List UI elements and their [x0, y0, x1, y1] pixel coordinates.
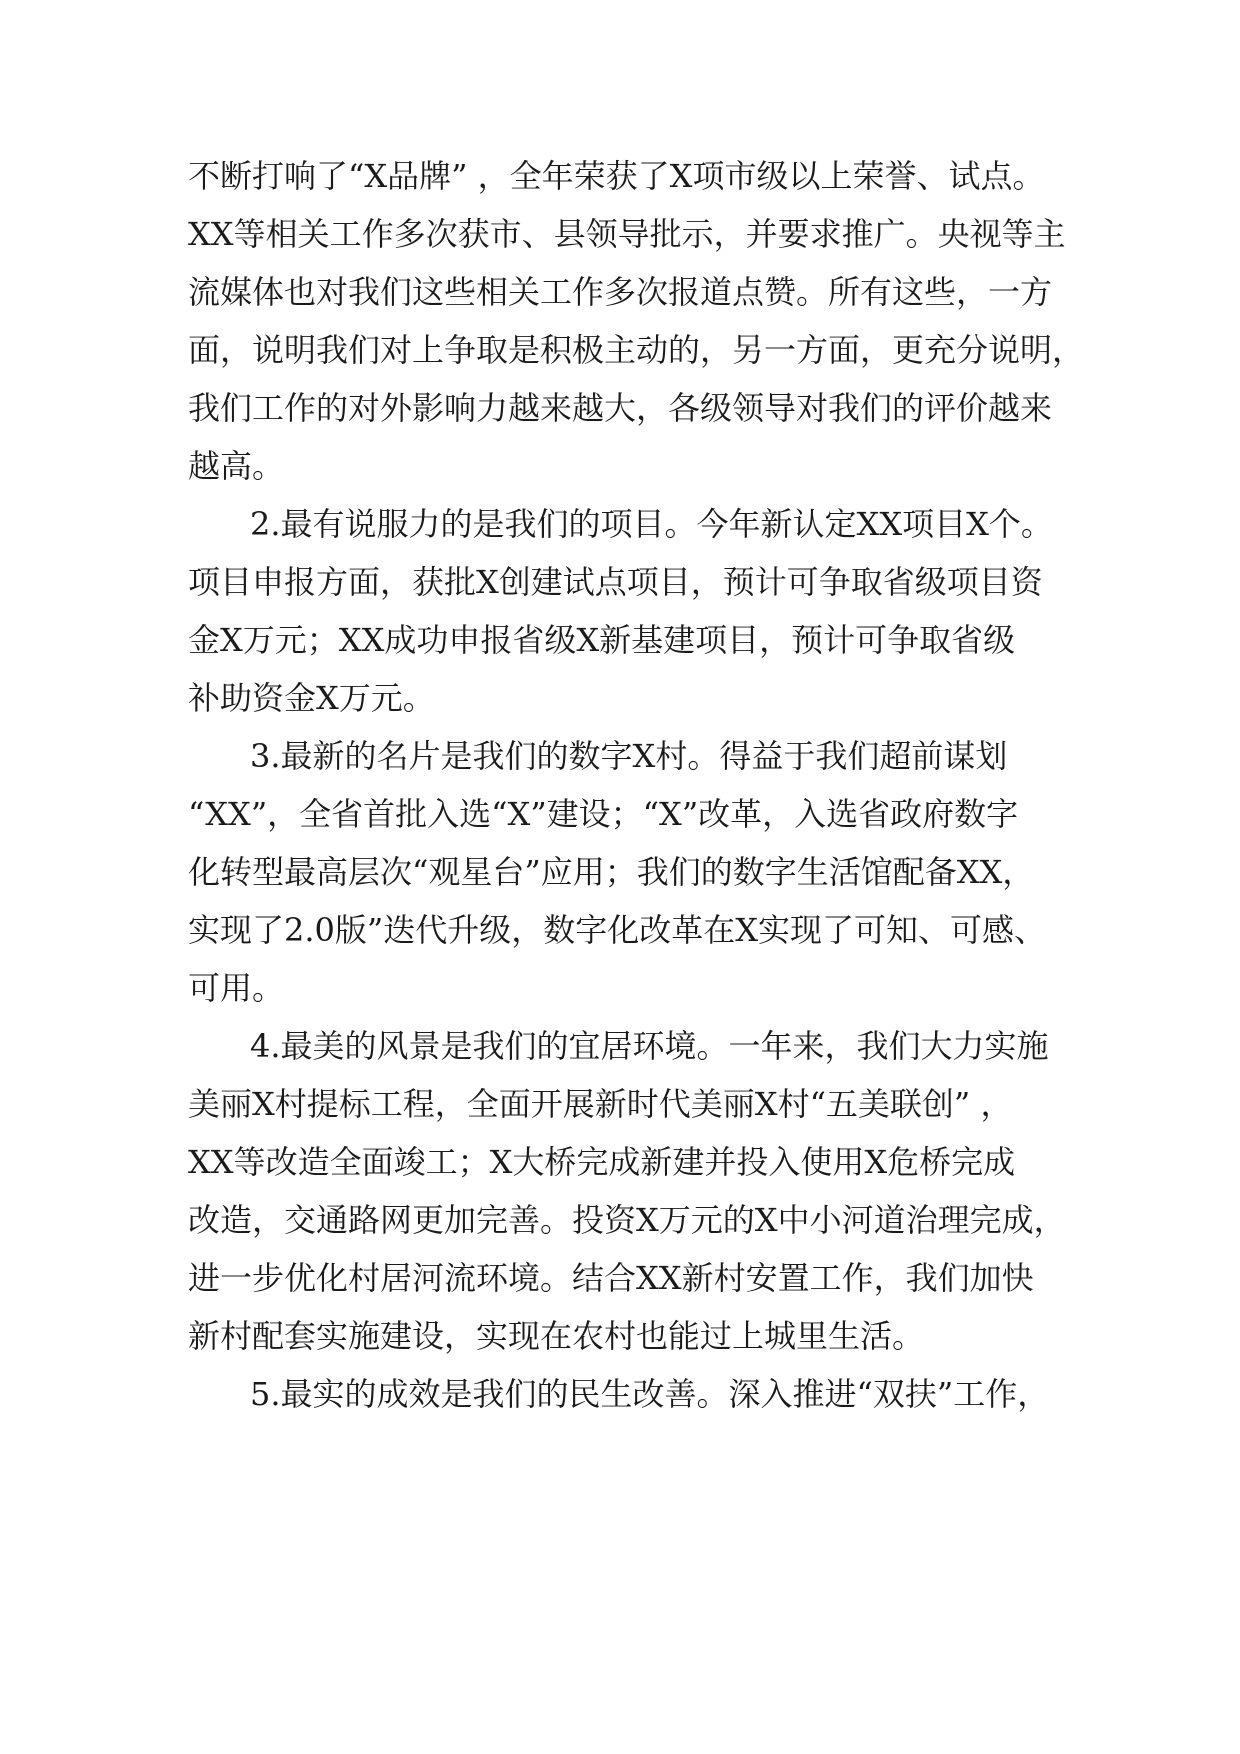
text-line: 化转型最高层次“观星台”应用；我们的数字生活馆配备XX，: [188, 853, 1035, 891]
text-line: 新村配套实施建设，实现在农村也能过上城里生活。: [188, 1317, 925, 1355]
text-line: 项目申报方面，获批X创建试点项目，预计可争取省级项目资: [188, 563, 1043, 601]
text-line: XX等相关工作多次获市、县领导批示，并要求推广。央视等主: [188, 215, 1066, 253]
text-line: 金X万元；XX成功申报省级X新基建项目，预计可争取省级: [188, 621, 1016, 659]
text-line: 进一步优化村居河流环境。结合XX新村安置工作，我们加快: [188, 1259, 1034, 1297]
text-line: 面，说明我们对上争取是积极主动的，另一方面，更充分说明，: [188, 331, 1085, 369]
text-line: 实现了2.0版”迭代升级，数字化改革在X实现了可知、可感、: [188, 911, 1047, 949]
text-line: 3.最新的名片是我们的数字X村。得益于我们超前谋划: [250, 737, 1008, 775]
text-line: 改造，交通路网更加完善。投资X万元的X中小河道治理完成，: [188, 1201, 1066, 1239]
text-line: 流媒体也对我们这些相关工作多次报道点赞。所有这些，一方: [188, 273, 1053, 311]
text-line: 补助资金X万元。: [188, 679, 435, 717]
text-line: 2.最有说服力的是我们的项目。今年新认定XX项目X个。: [250, 505, 1053, 543]
text-line: XX等改造全面竣工；X大桥完成新建并投入使用X危桥完成: [188, 1143, 1016, 1181]
text-line: 我们工作的对外影响力越来越大，各级领导对我们的评价越来: [188, 389, 1053, 427]
text-line: 可用。: [188, 969, 285, 1007]
text-line: 4.最美的风景是我们的宜居环境。一年来，我们大力实施: [250, 1027, 1049, 1065]
text-line: 5.最实的成效是我们的民生改善。深入推进“双扶”工作，: [250, 1375, 1050, 1413]
text-line: 越高。: [188, 447, 285, 485]
text-line: 美丽X村提标工程，全面开展新时代美丽X村“五美联创” ，: [188, 1085, 1013, 1123]
text-line: “XX”，全省首批入选“X”建设；“X”改革，入选省政府数字: [188, 795, 1019, 833]
text-line: 不断打响了“X品牌” ，全年荣获了X项市级以上荣誉、试点。: [188, 157, 1045, 195]
